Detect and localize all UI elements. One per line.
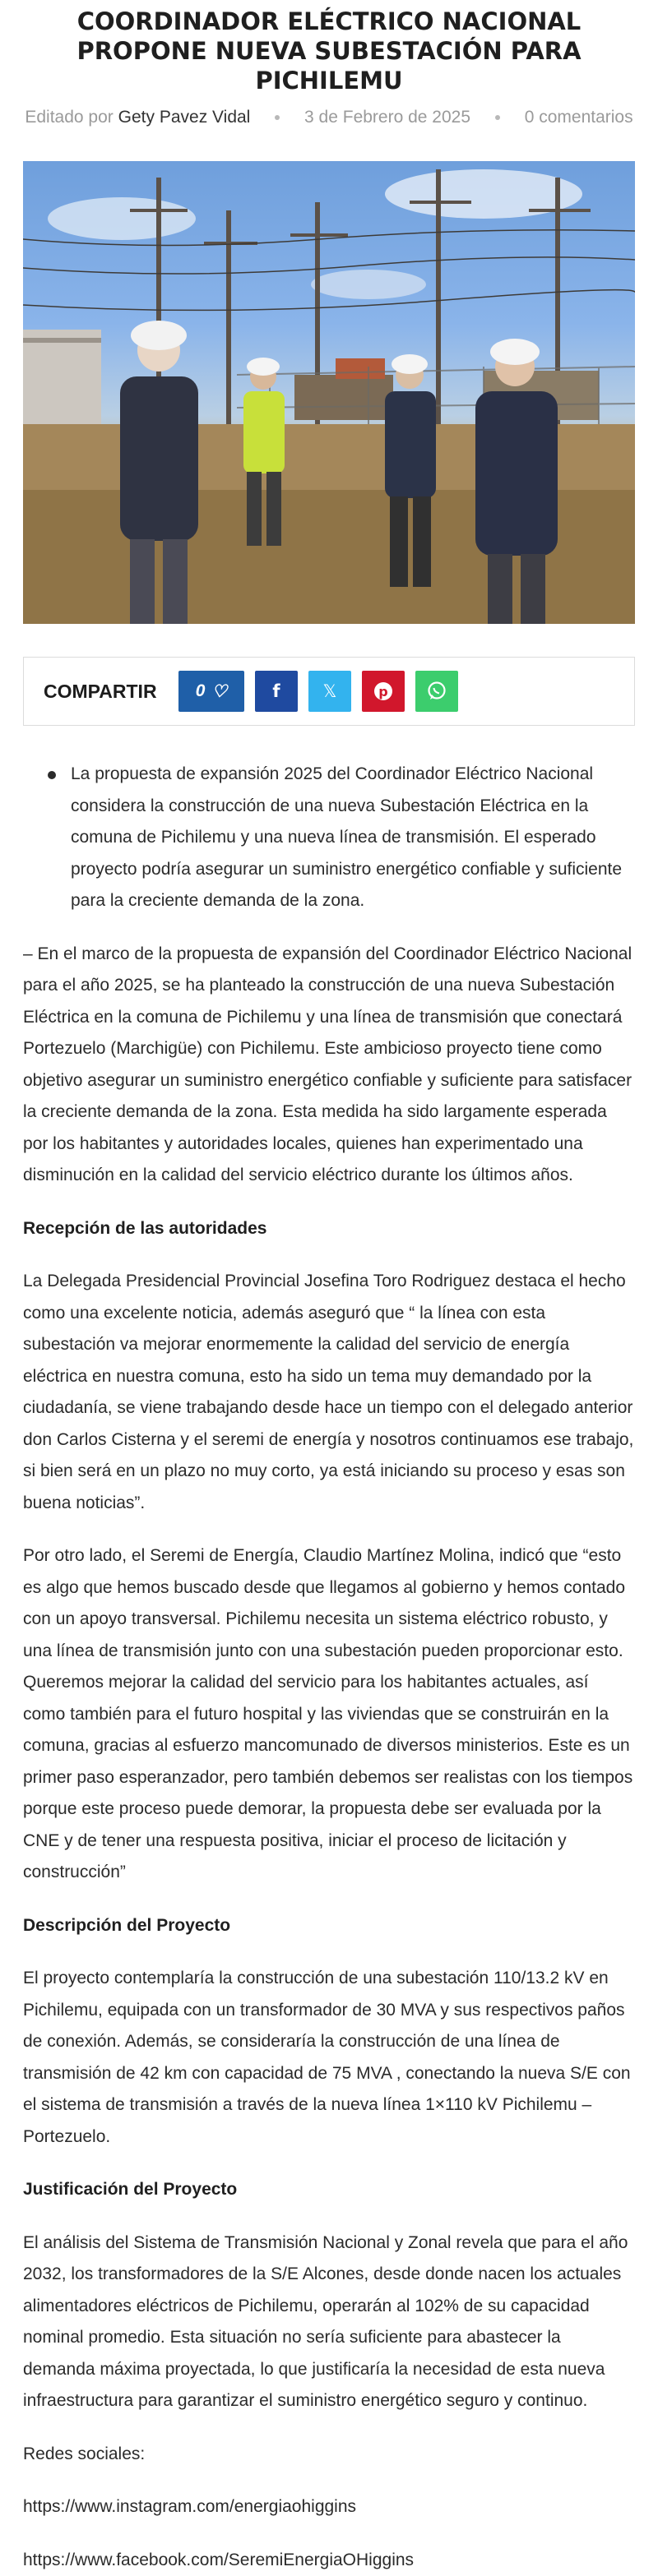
svg-text:p: p <box>378 684 387 699</box>
paragraph: El análisis del Sistema de Transmisión Nacional y Zonal revela que para el año 2032, los transformadores de la S/E Alcones, desde donde nacen los actuales alimentadores eléctricos de Pichilemu, operarán al 102% de su capacidad nominal promedio. Esta situación no sería suficiente para abastecer la demanda máxima proyectada, lo que justificaría la necesidad de esta nueva infraestructura para garantizar el suministro energético seguro y continuo. <box>23 2227 635 2417</box>
summary-text: La propuesta de expansión 2025 del Coordinador Eléctrico Nacional considera la construcción de una nueva Subestación Eléctrica en la comuna de Pichilemu y una nueva línea de transmisión. El esperado proyecto podría asegurar un suministro energético confiable y suficiente para la creciente demanda de la zona. <box>71 759 635 917</box>
summary-bullet <box>48 759 635 917</box>
share-label: COMPARTIR <box>44 681 178 703</box>
paragraph: El proyecto contemplaría la construcción de una subestación 110/13.2 kV en Pichilemu, equipada con un transformador de 30 MVA y sus respectivos paños de conexión. Además, se consideraría la construcción de una línea de transmisión de 42 km con capacidad de 75 MVA , conectando la nueva S/E con el sistema de transmisión a través de la nueva línea 1×110 kV Pichilemu – Portezuelo. <box>23 1963 635 2153</box>
author-link[interactable]: Gety Pavez Vidal <box>118 108 251 127</box>
publish-date: 3 de Febrero de 2025 <box>304 108 470 127</box>
bullet-dot <box>48 771 56 779</box>
article-title: COORDINADOR ELÉCTRICO NACIONAL PROPONE NUEVA SUBESTACIÓN PARA PICHILEMU <box>16 7 642 95</box>
whatsapp-icon <box>426 681 447 702</box>
paragraph: – En el marco de la propuesta de expansión del Coordinador Eléctrico Nacional para el año 2025, se ha planteado la construcción de una nueva Subestación Eléctrica en la comuna de Pichilemu y una línea de transmisión que conectará Portezuelo (Marchigüe) con Pichilemu. Este ambicioso proyecto tiene como objetivo asegurar un suministro energético confiable y suficiente para satisfacer la creciente demanda de la zona. Esta medida ha sido largamente esperada por los habitantes y autoridades locales, quienes han experimentado una disminución en la calidad del servicio eléctrico durante los últimos años. <box>23 939 635 1192</box>
comments-link[interactable]: 0 comentarios <box>525 108 633 127</box>
share-bar <box>23 657 635 726</box>
facebook-icon: f <box>272 681 280 701</box>
like-count: 0 <box>196 681 206 701</box>
article-body <box>23 759 635 2576</box>
share-pinterest-button[interactable] <box>362 671 405 712</box>
section-heading: Recepción de las autoridades <box>23 1213 635 1245</box>
edited-by-label: Editado por <box>25 108 113 127</box>
like-button[interactable] <box>178 671 244 712</box>
meta-separator <box>275 115 280 120</box>
section-heading: Descripción del Proyecto <box>23 1910 635 1942</box>
facebook-link[interactable]: https://www.facebook.com/SeremiEnergiaOHiggins <box>23 2545 635 2576</box>
heart-icon: ♡ <box>211 681 227 702</box>
paragraph: La Delegada Presidencial Provincial Josefina Toro Rodriguez destaca el hecho como una excelente noticia, además aseguró que “ la línea con esta subestación va mejorar enormemente la calidad del servicio de energía eléctrica en nuestra comuna, esto ha sido un tema muy demandado por la ciudadanía, se viene trabajando desde hace un tiempo con el delegado anterior don Carlos Cisterna y el seremi de energía y nosotros continuamos ese trabajo, si bien será en un plazo no muy corto, ya está iniciando su proceso y esas son buena noticias”. <box>23 1266 635 1519</box>
meta-separator <box>495 115 500 120</box>
share-whatsapp-button[interactable] <box>415 671 458 712</box>
share-facebook-button[interactable] <box>255 671 298 712</box>
social-label: Redes sociales: <box>23 2439 635 2471</box>
article-hero-image <box>23 161 635 624</box>
pinterest-icon <box>373 681 394 702</box>
x-icon: 𝕏 <box>323 681 337 701</box>
instagram-link[interactable]: https://www.instagram.com/energiaohiggins <box>23 2491 635 2523</box>
article-meta <box>0 107 658 128</box>
paragraph: Por otro lado, el Seremi de Energía, Claudio Martínez Molina, indicó que “esto es algo que hemos buscado desde que llegamos al gobierno y hemos contado con un apoyo transversal. Pichilemu necesita un sistema eléctrico robusto, y una línea de transmisión junto con una subestación pueden proporcionar esto. Queremos mejorar la calidad del servicio para los habitantes actuales, así como también para el futuro hospital y las viviendas que se construirán en la comuna, gracias al esfuerzo mancomunado de diversos ministerios. Este es un primer paso esperanzador, pero también debemos ser realistas con los tiempos porque este proceso puede demorar, la propuesta debe ser evaluada por la CNE y de tener una respuesta positiva, iniciar el proceso de licitación y construcción” <box>23 1540 635 1889</box>
hero-photo-illustration <box>23 161 635 624</box>
share-x-button[interactable] <box>308 671 351 712</box>
section-heading: Justificación del Proyecto <box>23 2174 635 2206</box>
